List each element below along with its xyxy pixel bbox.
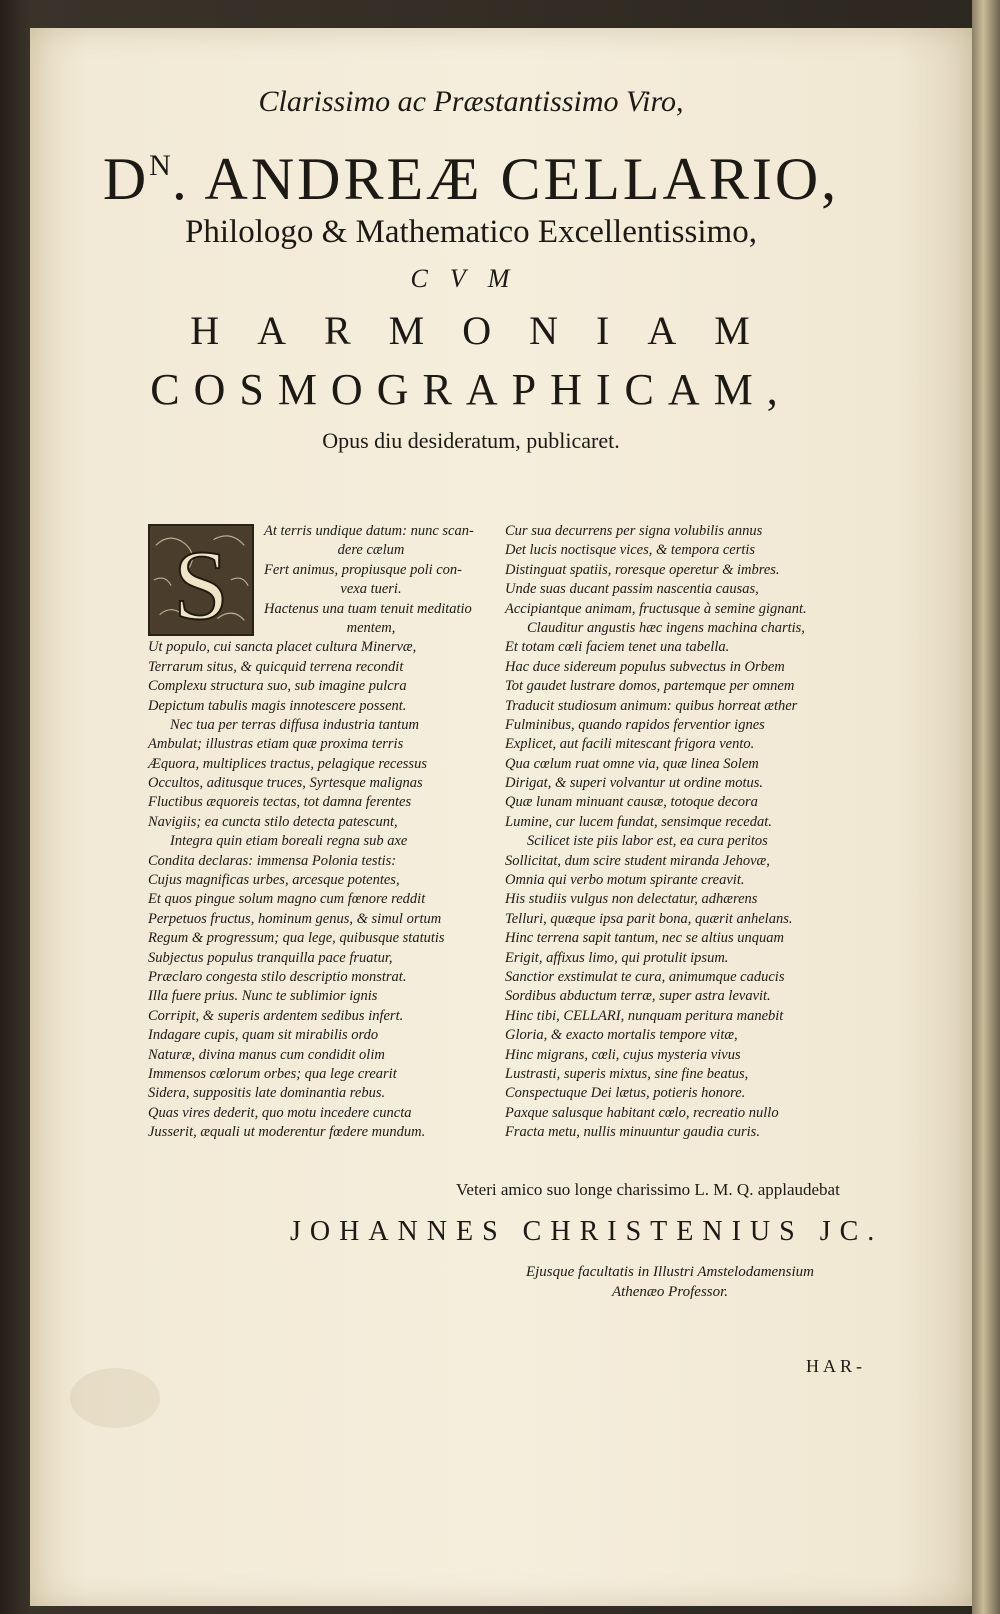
poem-line: mentem, bbox=[346, 619, 396, 636]
poem-line: Æquora, multiplices tractus, pelagique recessus bbox=[148, 755, 427, 772]
poem-line: Lustrasti, superis mixtus, sine fine beatus, bbox=[505, 1065, 749, 1082]
poem-line: Depictum tabulis magis innotescere possent. bbox=[148, 697, 407, 714]
poem-line: Quæ lunam minuant causæ, totoque decora bbox=[505, 794, 758, 811]
poem-line: Accipiantque animam, fructusque à semine gignant. bbox=[505, 600, 807, 617]
poem-line: vexa tueri. bbox=[340, 581, 402, 598]
applaud-line: Veteri amico suo longe charissimo L. M. Q. applaudebat bbox=[456, 1180, 840, 1199]
poem-line: Scilicet iste piis labor est, ea cura peritos bbox=[527, 833, 768, 850]
poem-line: Complexu structura suo, sub imagine pulcra bbox=[148, 678, 407, 695]
poem-line: Et quos pingue solum magno cum fœnore reddit bbox=[148, 891, 426, 908]
poem-line: Distinguat spatiis, roresque operetur & imbres. bbox=[505, 561, 780, 578]
poem-line: Navigiis; ea cuncta stilo detecta patescunt, bbox=[148, 813, 398, 830]
subtitle-line: Opus diu desideratum, publicaret. bbox=[322, 428, 620, 453]
poem-line: Explicet, aut facili mitescant frigora vento. bbox=[505, 736, 755, 753]
poem-line: Perpetuos fructus, hominum genus, & simul ortum bbox=[148, 910, 442, 927]
poem-line: Hinc tibi, CELLARI, nunquam peritura manebit bbox=[505, 1007, 784, 1024]
signer-role-line1: Ejusque facultatis in Illustri Amstelodamensium bbox=[525, 1264, 815, 1280]
poem-line: Regum & progressum; qua lege, quibusque statutis bbox=[148, 930, 445, 947]
signer-role bbox=[520, 1262, 820, 1302]
catchword: HAR- bbox=[806, 1356, 866, 1376]
poem-line: Gloria, & exacto mortalis tempore vitæ, bbox=[505, 1027, 738, 1044]
poem-line: Indagare cupis, quam sit mirabilis ordo bbox=[148, 1027, 379, 1044]
poem-line: Fluctibus æquoreis tectas, tot damna ferentes bbox=[148, 794, 412, 811]
poem-line: His studiis vulgus non delectatur, adhærens bbox=[505, 891, 758, 908]
poem-line: Traducit studiosum animum: quibus horreat æther bbox=[505, 697, 798, 714]
cum-line: CVM bbox=[410, 264, 532, 293]
poem-line: Condita declaras: immensa Polonia testis: bbox=[148, 852, 397, 869]
poem-line: Sanctior exstimulat te cura, animumque caducis bbox=[505, 968, 785, 985]
paper-stain bbox=[70, 1368, 160, 1428]
poem-line: Paxque salusque habitant cœlo, recreatio nullo bbox=[505, 1104, 779, 1121]
book-spine-edge bbox=[972, 0, 1000, 1614]
name-superscript: N bbox=[149, 149, 172, 182]
poem-line: Sordibus abductum terræ, super astra levavit. bbox=[505, 988, 771, 1005]
poem-line: Cujus magnificas urbes, arcesque potentes, bbox=[148, 872, 400, 889]
poem-line: Hac duce sidereum populus subvectus in Orbem bbox=[505, 658, 785, 675]
poem-line: Terrarum situs, & quicquid terrena recondit bbox=[148, 658, 404, 675]
poem-line: Nec tua per terras diffusa industria tantum bbox=[170, 716, 419, 733]
poem-line: Telluri, quæque ipsa parit bona, quærit anhelans. bbox=[505, 910, 793, 927]
poem-line: At terris undique datum: nunc scan- bbox=[264, 523, 474, 539]
signer-role-line2: Athenæo Professor. bbox=[611, 1284, 729, 1300]
poem-line: Sollicitat, dum scire student miranda Jehovæ, bbox=[505, 852, 770, 869]
poem-line: Jusserit, æquali ut moderentur fœdere mundum. bbox=[148, 1124, 426, 1141]
poem-line: Corripit, & superis ardentem sedibus infert. bbox=[148, 1007, 404, 1024]
name-prefix: D bbox=[102, 146, 150, 212]
dedication-header bbox=[0, 80, 942, 458]
poem-left-column bbox=[148, 522, 478, 1143]
poem-line: Hactenus una tuam tenuit meditatio bbox=[264, 600, 472, 617]
poem-line: Clauditur angustis hæc ingens machina chartis, bbox=[527, 619, 805, 636]
poem-line: Conspectuque Dei lætus, potieris honore. bbox=[505, 1085, 746, 1102]
poem-line: Omnia qui verbo motum spirante creavit. bbox=[505, 872, 745, 889]
work-title-line2: COSMOGRAPHICAM, bbox=[150, 365, 792, 414]
dedication-line: Clarissimo ac Præstantissimo Viro, bbox=[258, 85, 684, 118]
poem-line: Hinc migrans, cœli, cujus mysteria vivus bbox=[505, 1046, 741, 1063]
dedicatee-title: Philologo & Mathematico Excellentissimo, bbox=[185, 214, 757, 250]
poem-line: Præclaro congesta stilo descriptio monstrat. bbox=[148, 968, 407, 985]
poem-line: Lumine, cur lucem fundat, sensimque recedat. bbox=[505, 813, 772, 830]
poem-line: Subjectus populus tranquilla pace fruatur, bbox=[148, 949, 393, 966]
poem-line: Sidera, suppositis late dominantia rebus. bbox=[148, 1085, 386, 1102]
poem-line: dere cælum bbox=[337, 542, 405, 559]
poem-line: Occultos, aditusque truces, Syrtesque malignas bbox=[148, 775, 423, 792]
signer-name: JOHANNES CHRISTENIUS JC. bbox=[290, 1216, 884, 1247]
poem-line: Fracta metu, nullis minuuntur gaudia curis. bbox=[505, 1124, 760, 1141]
poem-line: Immensos cœlorum orbes; qua lege crearit bbox=[148, 1065, 397, 1082]
poem-right-column bbox=[505, 522, 865, 1143]
poem-line: Et totam cœli faciem tenet una tabella. bbox=[505, 639, 730, 656]
poem-line: Hinc terrena sapit tantum, nec se altius unquam bbox=[505, 930, 784, 947]
poem-line: Unde suas ducant passim nascentia causas, bbox=[505, 581, 759, 598]
svg-text:S: S bbox=[173, 529, 229, 634]
poem-line: Det lucis noctisque vices, & tempora certis bbox=[505, 542, 756, 559]
poem-line: Fert animus, propiusque poli con- bbox=[264, 561, 463, 578]
poem-line: Ambulat; illustras etiam quæ proxima terris bbox=[148, 736, 404, 753]
poem-line: Cur sua decurrens per signa volubilis annus bbox=[505, 523, 763, 539]
poem-line: Erigit, affixus limo, qui protulit ipsum. bbox=[505, 949, 729, 966]
poem-line: Tot gaudet lustrare domos, partemque per omnem bbox=[505, 678, 795, 695]
poem-line: Qua cœlum ruat omne via, quæ linea Solem bbox=[505, 755, 759, 772]
poem-line: Ut populo, cui sancta placet cultura Minervæ, bbox=[148, 639, 417, 656]
poem-line: Dirigat, & superi volvantur ut ordine motus. bbox=[505, 775, 764, 792]
poem-line: Fulminibus, quando rapidos ferventior ignes bbox=[505, 716, 765, 733]
poem-line: Naturæ, divina manus cum condidit olim bbox=[148, 1046, 385, 1063]
dedicatee-name bbox=[0, 130, 942, 212]
work-title-line1: HARMONIAM bbox=[190, 308, 788, 353]
poem-line: Illa fuere prius. Nunc te sublimior ignis bbox=[148, 988, 378, 1005]
name-rest: . ANDREÆ CELLARIO, bbox=[171, 146, 840, 212]
poem-line: Quas vires dederit, quo motu incedere cuncta bbox=[148, 1104, 412, 1121]
poem-line: Integra quin etiam boreali regna sub axe bbox=[170, 833, 408, 850]
